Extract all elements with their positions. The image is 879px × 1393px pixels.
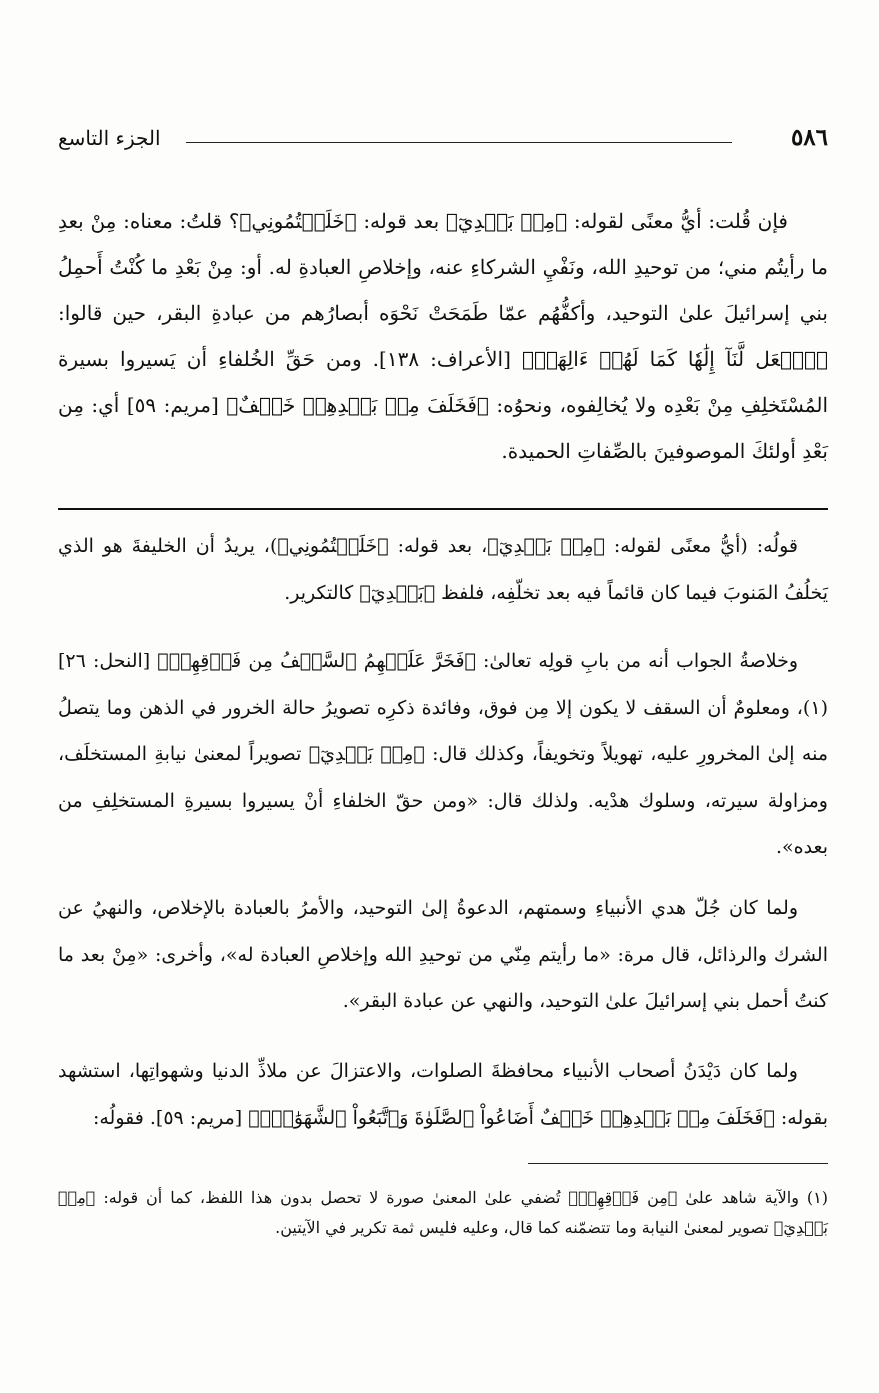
main-text-block <box>58 198 828 474</box>
commentary-paragraph: وخلاصةُ الجواب أنه من بابِ قولِه تعالىٰ: ﴿فَخَرَّ عَلَيۡهِمُ ٱلسَّقۡفُ مِن فَوۡقِهِمۡ﴾ [النحل: ٢٦](١)، ومعلومٌ أن السقف لا يكون إلا مِن فوق، وفائدة ذكرِه تصويرُ حالة الخرور في الذهن وما يتصلُ منه إلىٰ المخرورِ عليه، تهويلاً وتخويفاً، وكذلك قال: ﴿مِنۢ بَعۡدِيٓ﴾ تصويراً لمعنىٰ نيابةِ المستخلَف، ومزاولة سيرته، وسلوك هدْيه. ولذلك قال: «ومن حقّ الخلفاءِ أنْ يسيروا بسيرةِ المستخلِفِ من بعده». <box>58 650 828 858</box>
header-rule <box>186 142 732 143</box>
commentary-paragraph: قولُه: (أيُّ معنًى لقوله: ﴿مِنۢ بَعۡدِيٓ﴾، بعد قوله: ﴿خَلَفۡتُمُونِي﴾)، يريدُ أن الخليفةَ هو الذي يَخلُفُ المَنوبَ فيما كان قائماً فيه بعد تخلّفِه، فلفظ ﴿بَعۡدِيٓ﴾ كالتكرير. <box>58 535 828 604</box>
commentary-block-2 <box>58 638 828 871</box>
footnote-text: (١) والآية شاهد علىٰ ﴿مِن فَوۡقِهِمۡ﴾ تُضفي علىٰ المعنىٰ صورة لا تحصل بدون هذا اللفظ، كما أن قوله: ﴿مِنۢ بَعۡدِيٓ﴾ تصوير لمعنىٰ النيابة وما تتضمّنه كما قال، وعليه فليس ثمة تكرير في الآيتين. <box>58 1188 829 1237</box>
main-paragraph: فإن قُلت: أيُّ معنًى لقوله: ﴿مِنۢ بَعۡدِيٓ﴾ بعد قوله: ﴿خَلَفۡتُمُونِي﴾؟ قلتُ: معناه: مِنْ بعدِ ما رأيتُم مني؛ من توحيدِ الله، ونَفْيِ الشركاءِ عنه، وإخلاصِ العبادةِ له. أو: مِنْ بَعْدِ ما كُنْتُ أَحمِلُ بني إسرائيلَ علىٰ التوحيد، وأكفُّهُم عمّا طَمَحَتْ نَحْوَه أبصارُهم من عبادةِ البقر، حين قالوا: ﴿ٱجۡعَل لَّنَآ إِلَٰهٗا كَمَا لَهُمۡ ءَالِهَةٞ﴾ [الأعراف: ١٣٨]. ومن حَقِّ الخُلفاءِ أن يَسيروا بسيرة المُسْتَخلِفِ مِنْ بَعْدِه ولا يُخالِفوه، ونحوُه: ﴿فَخَلَفَ مِنۢ بَعۡدِهِمۡ خَلۡفٌ﴾ [مريم: ٥٩] أي: مِن بَعْدِ أولئكَ الموصوفينَ بالصِّفاتِ الحميدة. <box>58 209 829 463</box>
footnote-block <box>58 1183 828 1243</box>
commentary-block-1 <box>58 523 828 616</box>
section-divider <box>58 508 828 510</box>
page-header <box>58 120 828 160</box>
page-number: ٥٨٦ <box>790 124 828 151</box>
commentary-paragraph: ولما كان جُلّ هدي الأنبياءِ وسمتهم، الدعوةُ إلىٰ التوحيد، والأمرُ بالعبادة بالإخلاص، والنهيُ عن الشرك والرذائل، قال مرة: «ما رأيتم مِنّي من توحيدِ الله وإخلاصِ العبادة له»، وأخرى: «مِنْ بعد ما كنتُ أحمل بني إسرائيلَ علىٰ التوحيد، والنهي عن عبادة البقر». <box>58 897 828 1012</box>
commentary-block-3 <box>58 885 828 1025</box>
part-title: الجزء التاسع <box>58 126 161 150</box>
commentary-paragraph: ولما كان دَيْدَنُ أصحاب الأنبياء محافظةَ الصلوات، والاعتزالَ عن ملاذِّ الدنيا وشهواتِها، استشهد بقوله: ﴿فَخَلَفَ مِنۢ بَعۡدِهِمۡ خَلۡفٌ أَضَاعُواْ ٱلصَّلَوٰةَ وَٱتَّبَعُواْ ٱلشَّهَوَٰتِۖ﴾ [مريم: ٥٩]. فقولُه: <box>58 1060 828 1129</box>
commentary-block-4 <box>58 1048 828 1141</box>
footnote-divider <box>528 1163 828 1164</box>
